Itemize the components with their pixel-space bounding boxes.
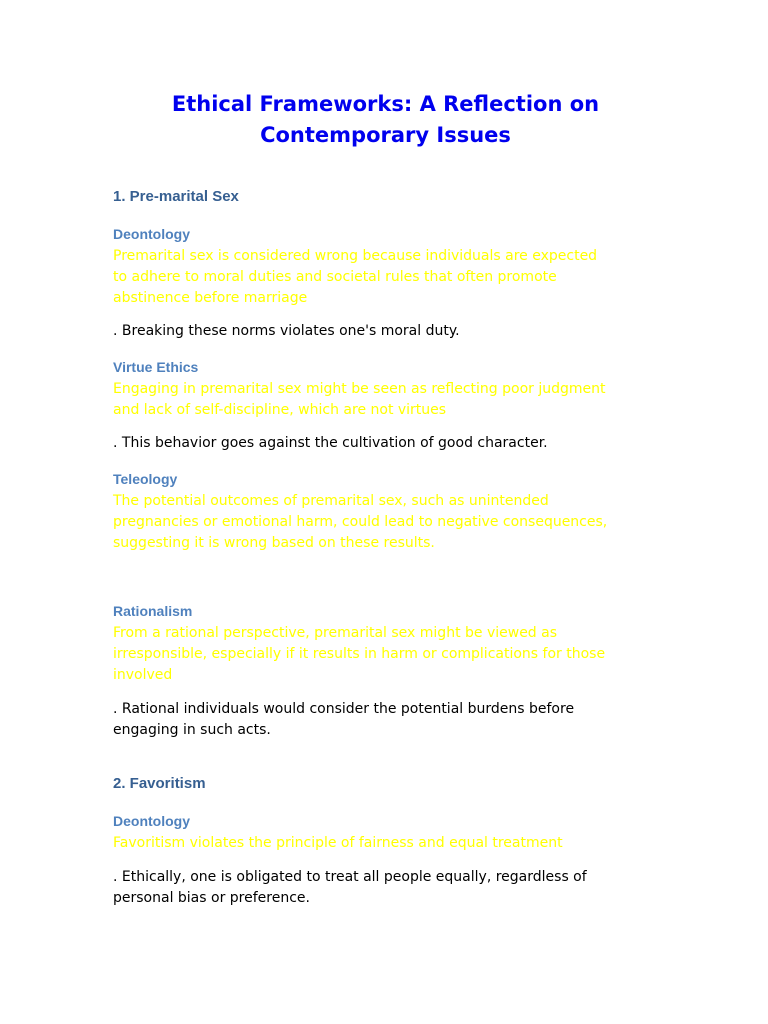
section-heading-premarital-sex: 1. Pre-marital Sex xyxy=(113,188,239,205)
text-line: suggesting it is wrong based on these results. xyxy=(113,535,435,551)
framework-body-text xyxy=(113,867,658,909)
framework-highlight-text xyxy=(113,379,658,421)
text-line: irresponsible, especially if it results in harm or complications for those xyxy=(113,646,606,662)
text-line: From a rational perspective, premarital sex might be viewed as xyxy=(113,625,558,641)
framework-body-text xyxy=(113,699,658,741)
framework-heading-rationalism: Rationalism xyxy=(113,603,193,619)
text-line: and lack of self-discipline, which are not virtues xyxy=(113,402,447,418)
framework-highlight-text xyxy=(113,491,658,554)
framework-heading-deontology: Deontology xyxy=(113,226,190,242)
text-line: abstinence before marriage xyxy=(113,290,308,306)
text-line: to adhere to moral duties and societal rules that often promote xyxy=(113,269,557,285)
text-line: engaging in such acts. xyxy=(113,722,271,738)
framework-heading-deontology: Deontology xyxy=(113,813,190,829)
text-line: . Breaking these norms violates one's moral duty. xyxy=(113,323,460,339)
text-line: . Ethically, one is obligated to treat all people equally, regardless of xyxy=(113,869,587,885)
framework-highlight-text xyxy=(113,623,658,686)
text-line: The potential outcomes of premarital sex, such as unintended xyxy=(113,493,549,509)
document-title xyxy=(113,89,658,151)
title-line-1: Ethical Frameworks: A Reflection on xyxy=(171,92,600,116)
section-heading-favoritism: 2. Favoritism xyxy=(113,775,206,792)
framework-body-text xyxy=(113,433,658,454)
title-line-2: Contemporary Issues xyxy=(260,123,511,147)
framework-heading-teleology: Teleology xyxy=(113,471,178,487)
framework-body-text xyxy=(113,321,658,342)
text-line: pregnancies or emotional harm, could lead to negative consequences, xyxy=(113,514,608,530)
text-line: . Rational individuals would consider the potential burdens before xyxy=(113,701,575,717)
text-line: personal bias or preference. xyxy=(113,890,310,906)
text-line: . This behavior goes against the cultivation of good character. xyxy=(113,435,548,451)
framework-highlight-text xyxy=(113,833,658,854)
text-line: Favoritism violates the principle of fairness and equal treatment xyxy=(113,835,563,851)
framework-highlight-text xyxy=(113,246,658,309)
text-line: involved xyxy=(113,667,173,683)
framework-heading-virtue-ethics: Virtue Ethics xyxy=(113,359,199,375)
text-line: Engaging in premarital sex might be seen as reflecting poor judgment xyxy=(113,381,606,397)
text-line: Premarital sex is considered wrong because individuals are expected xyxy=(113,248,598,264)
